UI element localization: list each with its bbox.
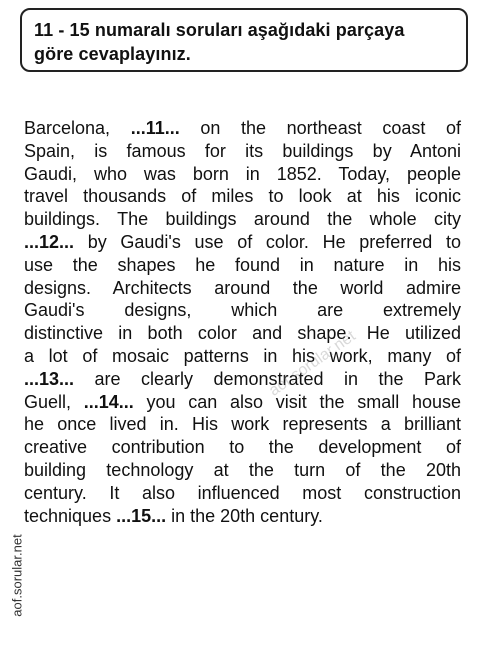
passage-line: travel thousands of miles to look at his iconic: [24, 186, 461, 207]
passage-line: a lot of mosaic patterns in his work, many of: [24, 345, 461, 366]
passage-text: in the 20th century.: [166, 505, 323, 526]
passage-line: use the shapes he found in nature in his: [24, 254, 461, 275]
passage-line: [24, 391, 461, 414]
passage-text: you can also visit the small house: [133, 391, 461, 412]
passage-text: Guell,: [24, 391, 84, 412]
blank-13: ...13...: [24, 368, 75, 389]
passage-line: designs. Architects around the world admire: [24, 277, 461, 298]
passage-line: he once lived in. His work represents a brilliant: [24, 414, 461, 435]
blank-15: ...15...: [116, 505, 167, 526]
passage-line: distinctive in both color and shape. He utilized: [24, 323, 461, 344]
blank-11: ...11...: [130, 118, 180, 138]
instruction-box: [20, 8, 468, 72]
passage-text: techniques: [24, 505, 117, 526]
passage-line: Gaudi's designs, which are extremely: [24, 300, 461, 321]
side-watermark: aof.sorular.net: [9, 534, 25, 617]
instruction-line-2: göre cevaplayınız.: [34, 44, 191, 64]
passage-text: are clearly demonstrated in the Park: [74, 368, 461, 389]
passage-line: Gaudi, who was born in 1852. Today, people: [24, 163, 461, 184]
reading-passage: [24, 117, 461, 527]
passage-line: buildings. The buildings around the whole city: [24, 209, 461, 230]
passage-text: Barcelona,: [24, 118, 131, 138]
passage-line: [24, 231, 461, 254]
passage-line: creative contribution to the development of: [24, 437, 461, 458]
passage-text: by Gaudi's use of color. He preferred to: [74, 231, 461, 252]
passage-line: building technology at the turn of the 20th: [24, 459, 461, 480]
passage-line: [24, 117, 461, 140]
instruction-line-1: 11 - 15 numaralı soruları aşağıdaki parçaya: [34, 20, 405, 40]
passage-line: century. It also influenced most construction: [24, 482, 461, 503]
blank-12: ...12...: [24, 231, 75, 252]
passage-line: Spain, is famous for its buildings by Antoni: [24, 140, 461, 161]
passage-text: on the northeast coast of: [179, 118, 461, 138]
blank-14: ...14...: [83, 391, 134, 412]
passage-line: [24, 505, 461, 528]
passage-line: [24, 368, 461, 391]
diagonal-watermark: aof.sorular.net: [266, 327, 359, 400]
